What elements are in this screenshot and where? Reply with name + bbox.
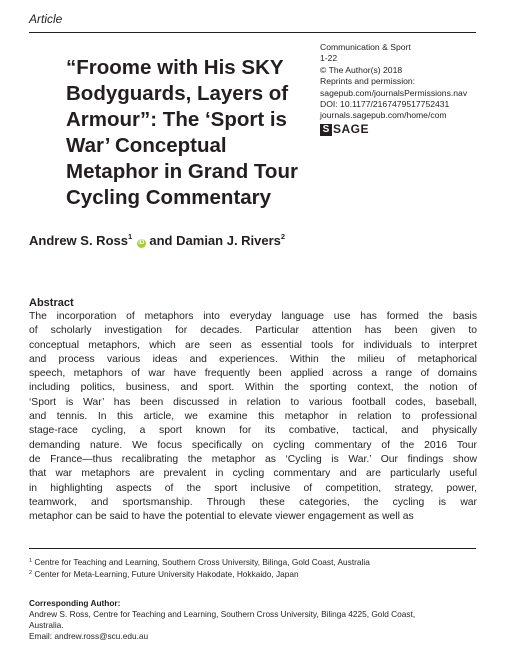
- abstract-line: and tennis. In this article, we examine this metaphor in relation to professional: [29, 411, 477, 423]
- abstract-line: and process various ideas and experiences. Within the milieu of metaphorical: [29, 353, 477, 365]
- footnote-2-text: Center for Meta-Learning, Future University Hakodate, Hokkaido, Japan: [34, 569, 299, 579]
- article-title: “Froome with His SKY Bodyguards, Layers of Armour”: The ‘Sport is War’ Conceptual Metaphor in Grand Tour Cycling Commentary: [66, 56, 298, 209]
- author-connector: and: [149, 233, 173, 248]
- footnote-2: [29, 568, 370, 580]
- journal-meta: [320, 42, 490, 136]
- author-1-affiliation: 1: [127, 232, 133, 241]
- corresponding-heading: Corresponding Author:: [29, 598, 121, 608]
- abstract-line: The incorporation of metaphors into everyday language use has formed the basis: [29, 311, 477, 322]
- abstract-line: of scholarly investigation for decades. Particular attention has been given to: [29, 325, 477, 337]
- section-label: Article: [29, 12, 63, 26]
- sage-logo-text: SAGE: [333, 122, 370, 137]
- abstract-line: conceptual metaphors, which are seen as essential tools for individuals to interpret: [29, 339, 477, 351]
- doi[interactable]: DOI: 10.1177/2167479517752431: [320, 99, 450, 110]
- publisher-logo: [320, 124, 490, 136]
- abstract-heading: Abstract: [29, 297, 74, 309]
- author-2-affiliation: 2: [280, 232, 286, 241]
- corresponding-email[interactable]: Email: andrew.ross@scu.edu.au: [29, 631, 149, 641]
- corresponding-author: [29, 598, 477, 642]
- author-2[interactable]: Damian J. Rivers: [176, 233, 281, 248]
- footnote-1-text: Centre for Teaching and Learning, Southern Cross University, Bilinga, Gold Coast, Australia: [34, 557, 370, 567]
- abstract-line: speech, metaphors of war have frequently been applied across a range of domains: [29, 368, 477, 380]
- author-line: [29, 232, 285, 248]
- page-range: 1-22: [320, 53, 338, 64]
- abstract-line: teamwork, and sportsmanship. Through these categories, the cycling is war: [29, 496, 477, 508]
- sage-logo-icon: S: [320, 124, 332, 136]
- abstract-line: metaphor can be said to have the potential to elevate viewer engagement as well as: [29, 511, 414, 523]
- footnote-1-mark: 1: [29, 558, 33, 564]
- abstract-line: in highlighting aspects of the sport inclusive of competition, strategy, power,: [29, 482, 477, 494]
- footnote-1: [29, 556, 370, 568]
- corresponding-address-cont: Australia.: [29, 620, 64, 630]
- journal-link[interactable]: journals.sagepub.com/home/com: [320, 110, 447, 121]
- author-1[interactable]: Andrew S. Ross: [29, 233, 128, 248]
- abstract-line: demanding nature. We focus specifically on cycling commentary of the 2016 Tour: [29, 439, 477, 451]
- abstract-line: that war metaphors are prevalent in cycling commentary and are particularly useful: [29, 468, 477, 480]
- reprints-link[interactable]: sagepub.com/journalsPermissions.nav: [320, 87, 468, 98]
- abstract-line: stage-race cycling, a sport known for its combative, tactical, and physically: [29, 425, 477, 437]
- abstract-line: including politics, business, and sport. Within the sporting context, the notion of: [29, 382, 477, 394]
- abstract-line: de France—thus recalibrating the metaphor as ‘Cycling is War.’ Our findings show: [29, 453, 477, 465]
- copyright: © The Author(s) 2018: [320, 64, 403, 75]
- journal-name: Communication & Sport: [320, 42, 411, 52]
- abstract-body: [29, 310, 477, 524]
- footnotes: [29, 556, 370, 580]
- reprints-label: Reprints and permission:: [320, 76, 416, 87]
- footnote-2-mark: 2: [29, 570, 33, 576]
- top-rule: [29, 32, 476, 33]
- corresponding-address: Andrew S. Ross, Centre for Teaching and Learning, Southern Cross University, Bilinga 4225, Gold Coast,: [29, 609, 416, 619]
- footnote-rule: [29, 548, 476, 549]
- abstract-line: ‘Sport is War’ has been discussed in relation to various football codes, baseball,: [29, 396, 477, 408]
- orcid-icon[interactable]: iD: [138, 240, 145, 246]
